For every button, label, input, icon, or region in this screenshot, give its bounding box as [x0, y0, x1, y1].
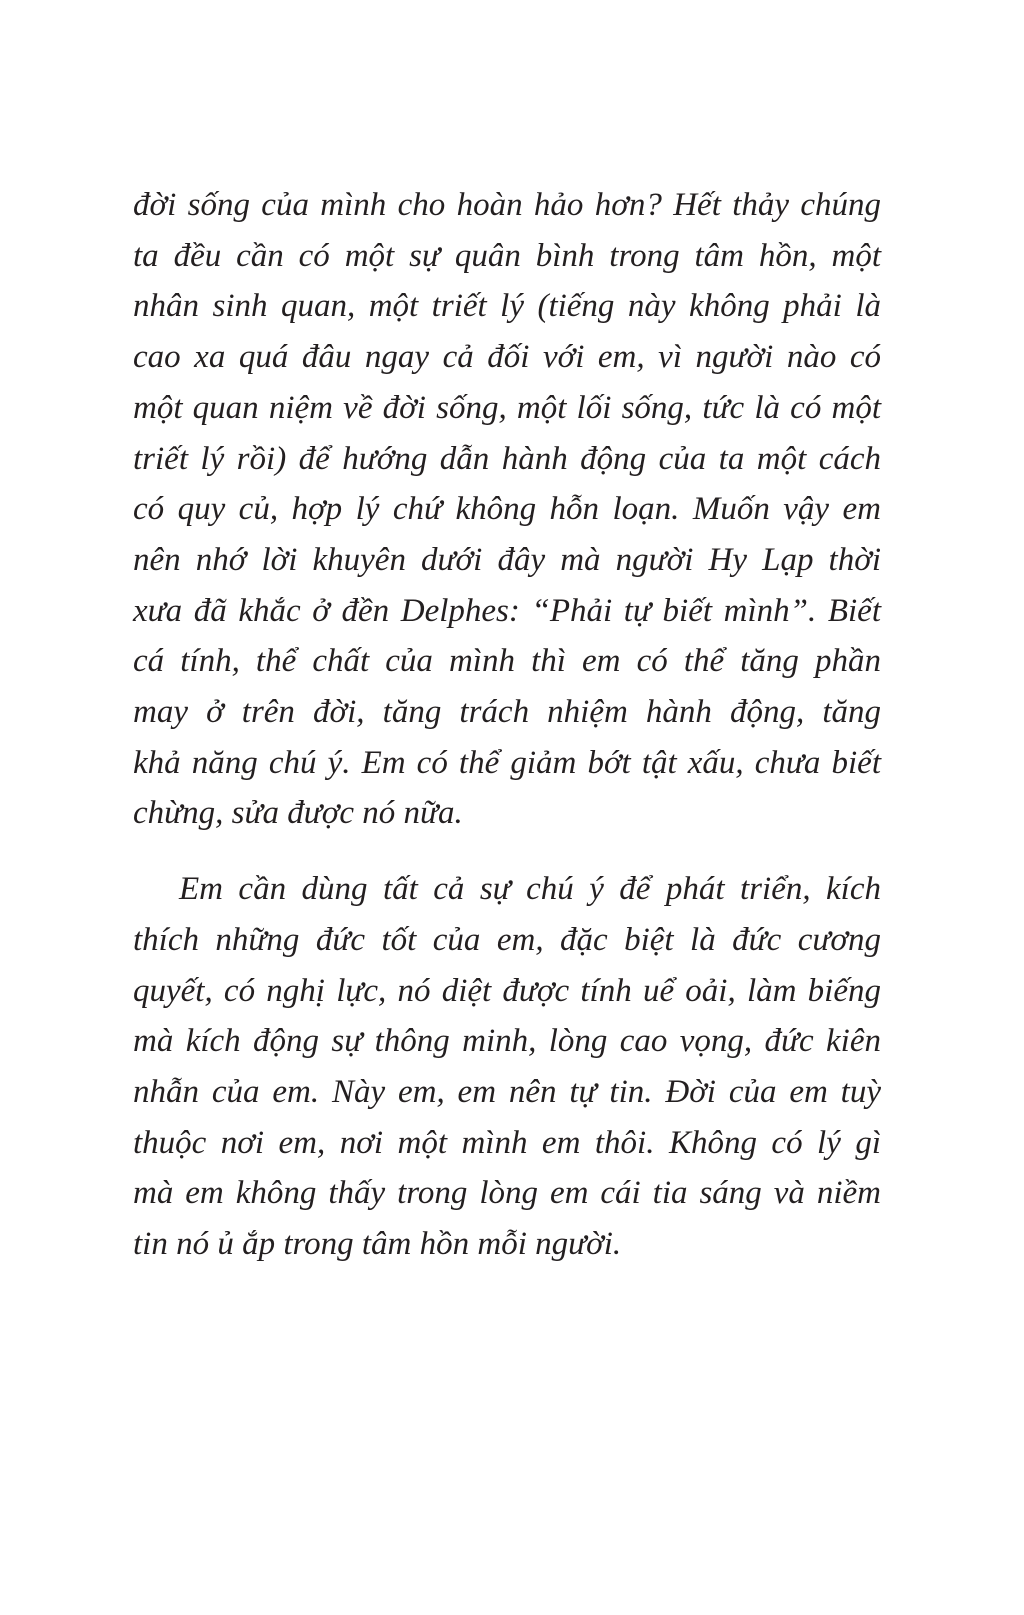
text-line: cá tính, thể chất của mình thì em có thể tăng phần [133, 643, 881, 680]
text-line: may ở trên đời, tăng trách nhiệm hành động, tăng [133, 694, 881, 731]
text-line: mà em không thấy trong lòng em cái tia sáng và niềm [133, 1175, 881, 1212]
paragraph-1 [133, 180, 881, 839]
text-line: ta đều cần có một sự quân bình trong tâm hồn, một [133, 237, 881, 274]
text-line: triết lý rồi) để hướng dẫn hành động của ta một cách [133, 440, 881, 477]
text-line: xưa đã khắc ở đền Delphes: “Phải tự biết mình”. Biết [133, 592, 881, 629]
text-line: một quan niệm về đời sống, một lối sống, tức là có một [133, 389, 881, 426]
text-line: có quy củ, hợp lý chứ không hỗn loạn. Muốn vậy em [133, 491, 881, 528]
text-line: chừng, sửa được nó nữa. [133, 795, 463, 832]
text-line: nhẫn của em. Này em, em nên tự tin. Đời của em tuỳ [133, 1073, 881, 1110]
text-line: nhân sinh quan, một triết lý (tiếng này không phải là [133, 288, 881, 325]
text-line: cao xa quá đâu ngay cả đối với em, vì người nào có [133, 339, 881, 376]
text-line: mà kích động sự thông minh, lòng cao vọng, đức kiên [133, 1023, 881, 1060]
text-line: nên nhớ lời khuyên dưới đây mà người Hy Lạp thời [133, 541, 881, 578]
text-line: quyết, có nghị lực, nó diệt được tính uể oải, làm biếng [133, 972, 881, 1009]
text-line: đời sống của mình cho hoàn hảo hơn? Hết thảy chúng [133, 187, 881, 223]
paragraph-2 [133, 864, 881, 1270]
text-line: khả năng chú ý. Em có thể giảm bớt tật xấu, chưa biết [133, 744, 881, 781]
text-line: thuộc nơi em, nơi một mình em thôi. Không có lý gì [133, 1124, 881, 1161]
text-line: thích những đức tốt của em, đặc biệt là đức cương [133, 921, 881, 958]
body-text [133, 180, 881, 1270]
text-line: Em cần dùng tất cả sự chú ý để phát triển, kích [179, 871, 881, 908]
text-line: tin nó ủ ắp trong tâm hồn mỗi người. [133, 1226, 622, 1263]
